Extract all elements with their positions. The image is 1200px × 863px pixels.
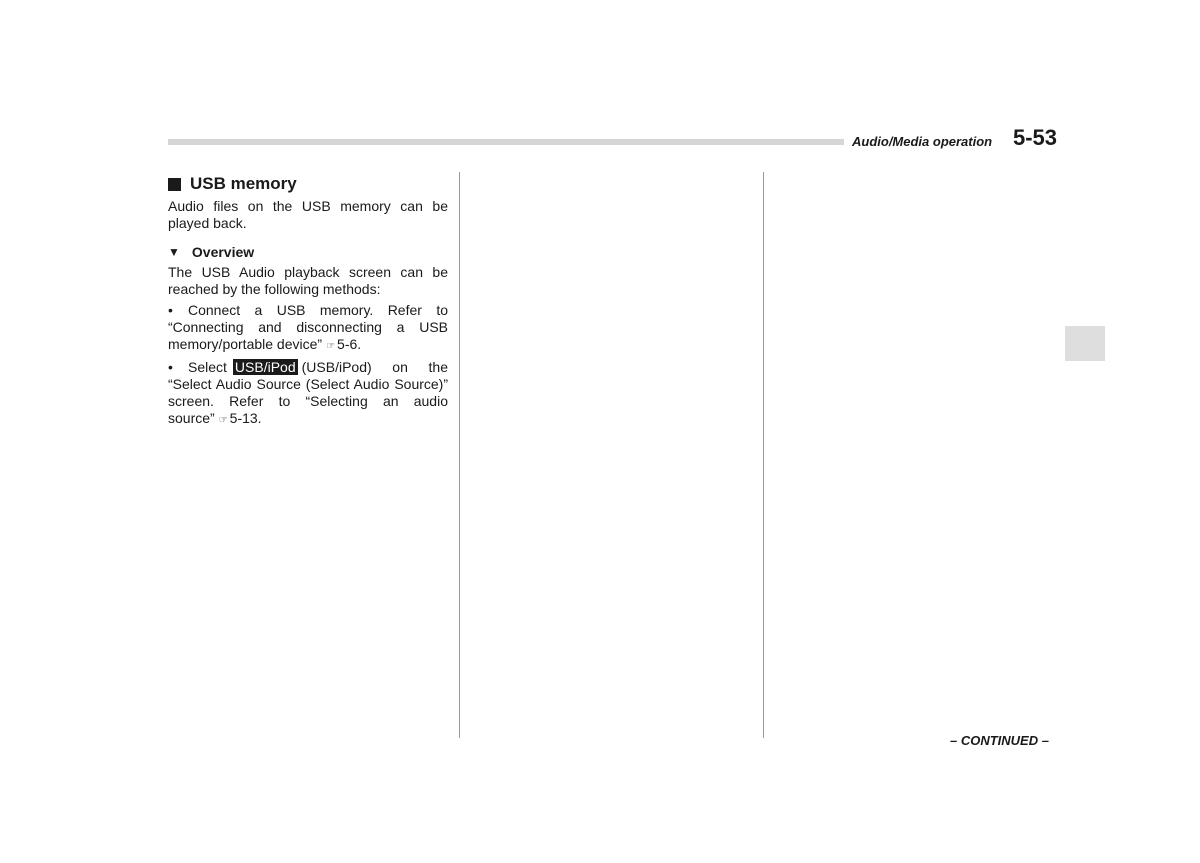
overview-heading-text: Overview — [191, 244, 255, 260]
overview-heading — [168, 244, 448, 260]
section-title: Audio/Media operation — [852, 134, 993, 149]
intro-paragraph: Audio files on the USB memory can be played back. — [168, 198, 448, 231]
header-rule — [168, 139, 844, 145]
bullet-icon: • — [168, 302, 173, 318]
column-divider-left — [459, 172, 460, 738]
triangle-down-icon: ▼ — [168, 245, 180, 259]
usb-ipod-badge: USB/iPod — [234, 359, 296, 375]
bullet-item-1 — [168, 302, 448, 355]
bullet-1-text: Connect a USB memory. Refer to “Connecting and disconnecting a USB memory/portable device” — [168, 302, 448, 352]
bullet-2-text: (USB/iPod) on the “Select Audio Source (Select Audio Source)” screen. Refer to “Selecting an audio source” — [168, 359, 448, 426]
bullet-icon: • — [168, 359, 173, 375]
continued-label: – CONTINUED – — [950, 733, 1049, 748]
chapter-thumb-tab — [1065, 326, 1105, 361]
bullet-item-2 — [168, 359, 448, 429]
heading-text: USB memory — [190, 174, 297, 193]
page-number: 5-53 — [1013, 125, 1058, 150]
column-divider-right — [763, 172, 764, 738]
pointing-hand-icon: ☞ — [326, 341, 336, 352]
bullet-1-ref: 5-6. — [337, 336, 362, 352]
bullet-2-ref: 5-13. — [229, 410, 262, 426]
overview-paragraph: The USB Audio playback screen can be reached by the following methods: — [168, 264, 448, 297]
section-heading — [168, 174, 448, 194]
bullet-2-prefix: Select — [188, 359, 227, 375]
left-column — [168, 174, 448, 433]
pointing-hand-icon: ☞ — [218, 415, 228, 426]
square-icon — [168, 178, 181, 191]
